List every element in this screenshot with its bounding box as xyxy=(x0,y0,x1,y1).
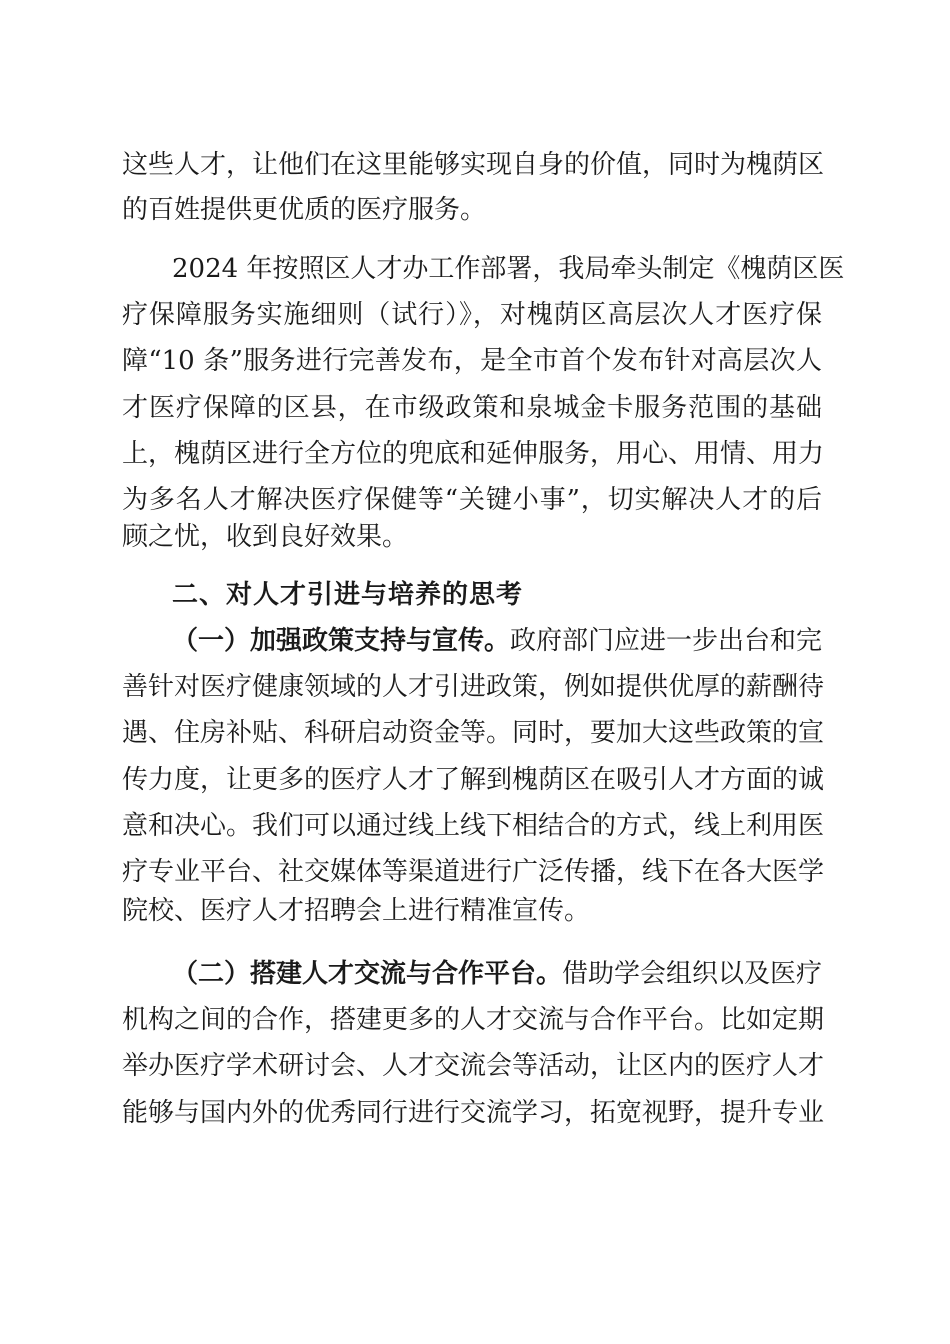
item1-line-7: 院校、医疗人才招聘会上进行精准宣传。 xyxy=(122,896,591,926)
item2-first-rest: 借助学会组织以及医疗 xyxy=(562,959,823,989)
para2-line-1: 2024 年按照区人才办工作部署，我局牵头制定《槐荫区医 xyxy=(172,254,845,284)
item1-first-rest: 政府部门应进一步出台和完 xyxy=(510,626,823,656)
item2-line-1 xyxy=(172,958,822,990)
item2-line-2: 机构之间的合作，搭建更多的人才交流与合作平台。比如定期 xyxy=(122,1005,825,1035)
para1-line-2: 的百姓提供更优质的医疗服务。 xyxy=(122,195,487,225)
para1-line-1: 这些人才，让他们在这里能够实现自身的价值，同时为槐荫区 xyxy=(122,150,825,180)
item1-line-4: 传力度，让更多的医疗人才了解到槐荫区在吸引人才方面的诚 xyxy=(122,765,825,795)
item1-line-5: 意和决心。我们可以通过线上线下相结合的方式，线上利用医 xyxy=(122,811,825,841)
para2-line-7: 顾之忧，收到良好效果。 xyxy=(122,522,409,552)
para2-line-5: 上，槐荫区进行全方位的兜底和延伸服务，用心、用情、用力 xyxy=(122,439,825,469)
para2-line-3: 障“10 条”服务进行完善发布，是全市首个发布针对高层次人 xyxy=(122,346,822,376)
item1-line-6: 疗专业平台、社交媒体等渠道进行广泛传播，线下在各大医学 xyxy=(122,857,825,887)
item1-line-3: 遇、住房补贴、科研启动资金等。同时，要加大这些政策的宣 xyxy=(122,718,825,748)
item2-lead: （二）搭建人才交流与合作平台。 xyxy=(172,959,563,989)
item2-line-3: 举办医疗学术研讨会、人才交流会等活动，让区内的医疗人才 xyxy=(122,1051,825,1081)
para2-line-2: 疗保障服务实施细则（试行）》，对槐荫区高层次人才医疗保 xyxy=(122,300,822,330)
item1-line-2: 善针对医疗健康领域的人才引进政策，例如提供优厚的薪酬待 xyxy=(122,672,825,702)
para2-line-6: 为多名人才解决医疗保健等“关键小事”，切实解决人才的后 xyxy=(122,485,822,515)
para2-line-4: 才医疗保障的区县，在市级政策和泉城金卡服务范围的基础 xyxy=(122,393,822,423)
item1-line-1 xyxy=(172,625,822,657)
item2-line-4: 能够与国内外的优秀同行进行交流学习，拓宽视野，提升专业 xyxy=(122,1098,825,1128)
item1-lead: （一）加强政策支持与宣传。 xyxy=(172,626,511,656)
section-heading: 二、对人才引进与培养的思考 xyxy=(172,580,524,610)
